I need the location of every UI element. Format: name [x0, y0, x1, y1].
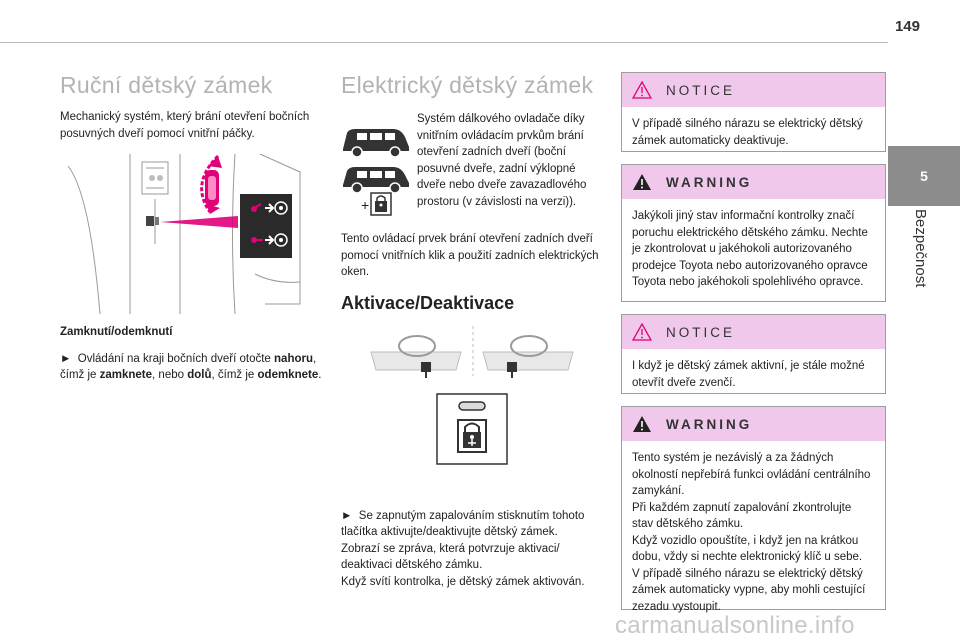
child-lock-door-illustration [60, 154, 310, 314]
dashboard-illustration [341, 322, 605, 512]
notice-box-1 [621, 72, 886, 152]
chapter-label [880, 205, 960, 315]
left-column [60, 72, 324, 384]
warning-box-1 [621, 164, 886, 302]
notice-header [622, 315, 885, 349]
header-rule [0, 42, 888, 43]
chapter-label-text: Bezpečnost [912, 209, 929, 288]
steering-wheel-left [371, 336, 461, 378]
activation-instruction: ► Se zapnutým zapalováním stisknutím tohoto tlačítka aktivujte/deaktivujte dětský zámek. [341, 509, 585, 538]
notice-header [622, 73, 885, 107]
notice-text: V případě silného nárazu se elektrický dětský zámek automaticky deaktivuje. [632, 118, 863, 147]
manual-lock-subheading: Zamknutí/odemknutí [60, 326, 173, 338]
electric-lock-para: Tento ovládací prvek brání otevření zadních dveří pomocí vnitřních klik a použití zadních elektrických oken. [341, 233, 599, 278]
activation-message-text: Zobrazí se zpráva, která potvrzuje aktivaci/ deaktivaci dětského zámku. [341, 542, 560, 571]
activation-subheading: Aktivace/Deaktivace [341, 292, 515, 313]
child-lock-button-icon [437, 394, 507, 464]
chapter-number: 5 [920, 168, 928, 184]
warning-header [622, 165, 885, 199]
manual-lock-intro: Mechanický systém, který brání otevření bočních posuvných dveří pomocí vnitřní páčky. [60, 111, 310, 140]
warning-box-2 [621, 406, 886, 613]
plus-sign: + [361, 197, 370, 213]
notice-triangle-icon [632, 323, 652, 341]
notice-label: NOTICE [666, 82, 736, 98]
rotation-arrow-icon [202, 156, 222, 214]
child-lock-icon [371, 193, 391, 215]
notice-label: NOTICE [666, 324, 736, 340]
van-icon [343, 129, 409, 157]
warning-header [622, 407, 885, 441]
watermark: carmanualsonline.info [615, 612, 855, 639]
warning-text: Jakýkoli jiný stav informační kontrolky značí poruchu elektrického dětského zámku. Nechte je zkontrolovat u jakéhokoli autorizovaného prodejce Toyota nebo autorizovaného opravce Toyota nebo jakéhokoli spolehlivého opravce. [632, 210, 868, 288]
steering-wheel-right [483, 336, 573, 378]
warning-triangle-icon [632, 173, 652, 191]
section-title-electric-lock: Elektrický dětský zámek [341, 72, 594, 98]
van-icon-2 [343, 167, 409, 193]
warning-triangle-icon [632, 415, 652, 433]
notice-box-2 [621, 314, 886, 394]
chapter-tab[interactable] [888, 146, 960, 206]
warning-label: WARNING [666, 416, 753, 432]
warning-label: WARNING [666, 174, 753, 190]
warning-text: Tento systém je nezávislý a za žádných okolností nepřebírá funkci ovládání centrálního zamykání. Při každém zapnutí zapalování zkontrolujte stav dětského zámku. Když vozidlo opouštíte, i když jen na krátkou dobu, vždy si nechte elektronický klíč u sebe. V případě silného nárazu se elektrický dětský zámek automaticky vypne, aby mohli cestující zezadu vystoupit. [632, 452, 871, 613]
notice-text: I když je dětský zámek aktivní, je stále možné otevřít dveře zvenčí. [632, 360, 865, 389]
activation-lamp-text: Když svítí kontrolka, je dětský zámek aktivován. [341, 575, 585, 588]
page-number: 149 [894, 18, 920, 35]
lock-symbol-panel [240, 194, 292, 258]
notice-triangle-icon [632, 81, 652, 99]
vehicle-text: Systém dálkového ovladače díky vnitřním ovládacím prvkům brání otevření zadních dveří (boční posuvné dveře, zadní výklopné dveře nebo dveře zavazadlového prostoru (v závislosti na verzi)). [417, 113, 587, 208]
manual-lock-instruction: ► Ovládání na kraji bočních dveří otočte nahoru, čímž je zamknete, nebo dolů, čímž je odemknete. [60, 352, 322, 381]
middle-column [341, 72, 605, 590]
vehicle-icons [341, 117, 411, 217]
right-column [621, 72, 886, 613]
section-title-manual-lock: Ruční dětský zámek [60, 72, 273, 98]
